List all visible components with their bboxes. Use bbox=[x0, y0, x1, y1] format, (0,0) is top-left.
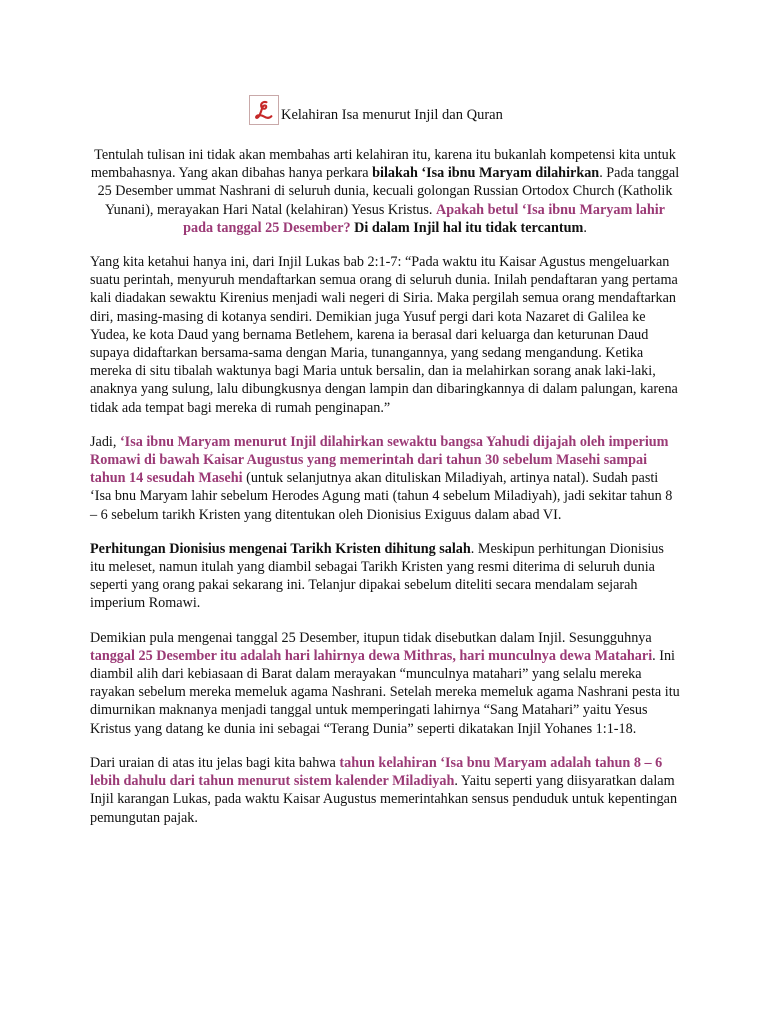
conclusion-text-1: Dari uraian di atas itu jelas bagi kita bahwa bbox=[90, 754, 340, 771]
intro-text-3: . bbox=[583, 219, 587, 236]
mithras-text-1: Demikian pula mengenai tanggal 25 Desember, itupun tidak disebutkan dalam Injil. Sesungguhnya bbox=[90, 629, 652, 646]
paragraph-luke-quote bbox=[90, 253, 680, 417]
roman-era-text-2: (untuk selanjutnya akan dituliskan Miladiyah, artinya natal). Sudah pasti ‘Isa bnu Maryam lahir sebelum Herodes Agung mati (tahun 4 sebelum Miladiyah), jadi sekitar tahun 8 – 6 sebelum tarikh Kristen yang ditentukan oleh Dionisius Exiguus dalam abad VI. bbox=[90, 470, 673, 523]
dionisius-bold: Perhitungan Dionisius mengenai Tarikh Kristen dihitung salah bbox=[90, 540, 471, 557]
document-body bbox=[90, 146, 680, 843]
script-l-logo-graphic bbox=[252, 98, 276, 122]
roman-era-text-1: Jadi, bbox=[90, 433, 120, 450]
intro-bold-statement: Di dalam Injil hal itu tidak tercantum bbox=[350, 219, 584, 236]
roman-era-highlight: ‘Isa ibnu Maryam menurut Injil dilahirkan sewaktu bangsa Yahudi dijajah oleh imperium Romawi di bawah Kaisar Augustus yang memerintah dari tahun 30 sebelum Masehi sampai tahun 14 sesudah Masehi bbox=[90, 433, 669, 487]
conclusion-highlight: tahun kelahiran ‘Isa bnu Maryam adalah tahun 8 – 6 lebih dahulu dari tahun menurut sistem kalender Miladiyah bbox=[90, 754, 663, 790]
intro-text-2: . Pada tanggal 25 Desember ummat Nashrani di seluruh dunia, kecuali golongan Russian Ortodox Church (Katholik Yunani), merayakan Hari Natal (kelahiran) Yesus Kristus. bbox=[97, 165, 680, 218]
mithras-highlight: tanggal 25 Desember itu adalah hari lahirnya dewa Mithras, hari munculnya dewa Matahari bbox=[90, 647, 653, 664]
intro-bold-question: bilakah ‘Isa ibnu Maryam dilahirkan bbox=[372, 165, 600, 182]
paragraph-roman-era bbox=[90, 433, 680, 524]
intro-highlight-question: Apakah betul ‘Isa ibnu Maryam lahir pada tanggal 25 Desember? bbox=[183, 201, 665, 236]
luke-quote-text: Yang kita ketahui hanya ini, dari Injil Lukas bab 2:1-7: “Pada waktu itu Kaisar Agustus mengeluarkan suatu perintah, menyuruh mendaftarkan semua orang di seluruh dunia. Inilah pendaftaran yang pertama kali diadakan sewaktu Kirenius menjadi wali negeri di Siria. Maka pergilah semua orang mendaftarkan diri, masing-masing di kotanya sendiri. Demikian juga Yusuf pergi dari kota Nazaret di Galilea ke Yudea, ke kota Daud yang bernama Betlehem, karena ia berasal dari keluarga dan keturunan Daud supaya didaftarkan bersama-sama dengan Maria, tunangannya, yang sedang mengandung. Ketika mereka di situ tibalah waktunya bagi Maria untuk bersalin, dan ia melahirkan sorang anak laki-laki, anaknya yang sulung, lalu dibungkusnya dengan lampin dan dibaringkannya di dalam palungan, karena tidak ada tempat bagi mereka di rumah penginapan.” bbox=[90, 254, 678, 416]
document-title: Kelahiran Isa menurut Injil dan Quran bbox=[281, 106, 503, 123]
paragraph-mithras bbox=[90, 629, 680, 738]
paragraph-conclusion bbox=[90, 754, 680, 827]
conclusion-text-2: . Yaitu seperti yang diisyaratkan dalam Injil karangan Lukas, pada waktu Kaisar Augustus memerintahkan sensus penduduk untuk kepentingan pemungutan pajak. bbox=[90, 773, 678, 826]
script-l-logo-icon bbox=[249, 95, 279, 125]
intro-text-1: Tentulah tulisan ini tidak akan membahas arti kelahiran itu, karena itu bukanlah kompetensi kita untuk membahasnya. Yang akan dibahas hanya perkara bbox=[90, 147, 676, 182]
paragraph-intro bbox=[90, 146, 680, 237]
title-row bbox=[249, 94, 503, 126]
mithras-text-2: . Ini diambil alih dari kebiasaan di Barat dalam merayakan “munculnya matahari” yang selalu mereka rayakan sebelum mereka memeluk agama Nashrani. Setelah mereka memeluk agama Nashrani pesta itu dimurnikan maknanya menjadi tanggal untuk memperingati lahirnya “Sang Matahari” yaitu Yesus Kristus yang datang ke dunia ini sebagai “Terang Dunia” seperti dikatakan Injil Yohanes 1:1-18. bbox=[90, 647, 680, 737]
paragraph-dionisius bbox=[90, 540, 680, 613]
dionisius-text: . Meskipun perhitungan Dionisius itu meleset, namun itulah yang diambil sebagai Tarikh Kristen yang resmi diterima di seluruh dunia seperti yang orang pakai sekarang ini. Telanjur dipakai sebelum diteliti secara mendalam sejarah imperium Romawi. bbox=[90, 540, 664, 612]
